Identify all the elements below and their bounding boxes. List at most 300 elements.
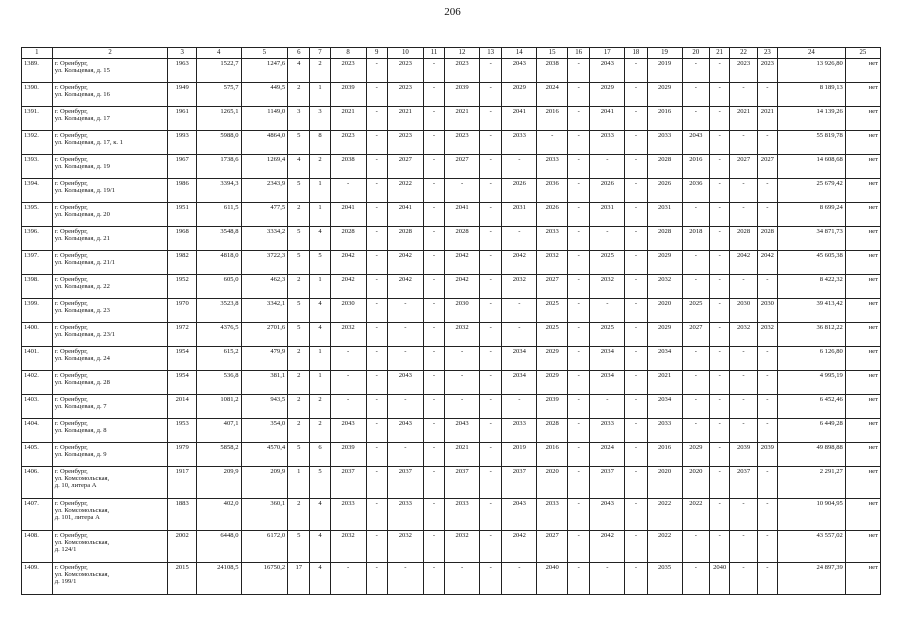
column-number-cell: 6: [288, 48, 310, 59]
value-cell: 2027: [730, 155, 758, 179]
value-cell: -: [568, 347, 590, 371]
value-cell: -: [480, 563, 502, 595]
value-cell: 1247,6: [241, 59, 288, 83]
table-row: [22, 499, 881, 531]
value-cell: 3722,3: [241, 251, 288, 275]
value-cell: 615,2: [196, 347, 241, 371]
address-cell: г. Оренбург, ул. Кольцевая, д. 21: [52, 227, 168, 251]
value-cell: -: [366, 251, 387, 275]
value-cell: -: [730, 371, 758, 395]
value-cell: 5: [288, 299, 310, 323]
value-cell: 2032: [330, 323, 366, 347]
value-cell: 2016: [647, 107, 682, 131]
value-cell: 2036: [537, 179, 568, 203]
value-cell: -: [366, 203, 387, 227]
value-cell: 2028: [730, 227, 758, 251]
value-cell: 381,1: [241, 371, 288, 395]
value-cell: 2040: [537, 563, 568, 595]
flag-cell: нет: [845, 299, 880, 323]
value-cell: -: [568, 299, 590, 323]
column-number-cell: 10: [387, 48, 423, 59]
value-cell: 2029: [502, 83, 537, 107]
address-cell: г. Оренбург, ул. Кольцевая, д. 16: [52, 83, 168, 107]
value-cell: -: [710, 251, 730, 275]
table-row: [22, 275, 881, 299]
value-cell: 2027: [757, 155, 777, 179]
value-cell: 2031: [647, 203, 682, 227]
value-cell: 49 898,88: [777, 443, 845, 467]
value-cell: 1883: [168, 499, 197, 531]
flag-cell: нет: [845, 203, 880, 227]
value-cell: 477,5: [241, 203, 288, 227]
value-cell: 2029: [647, 251, 682, 275]
value-cell: 2038: [537, 59, 568, 83]
value-cell: 2016: [537, 443, 568, 467]
column-number-cell: 21: [710, 48, 730, 59]
value-cell: 6448,0: [196, 531, 241, 563]
value-cell: -: [568, 371, 590, 395]
value-cell: 2043: [590, 499, 625, 531]
address-cell: г. Оренбург, ул. Кольцевая, д. 22: [52, 275, 168, 299]
value-cell: 2043: [502, 59, 537, 83]
value-cell: 2: [310, 395, 330, 419]
value-cell: -: [625, 107, 647, 131]
value-cell: 2032: [647, 275, 682, 299]
address-cell: г. Оренбург, ул. Кольцевая, д. 19/1: [52, 179, 168, 203]
value-cell: 2037: [730, 467, 758, 499]
value-cell: 2027: [387, 155, 423, 179]
value-cell: 2: [288, 395, 310, 419]
value-cell: 4: [288, 155, 310, 179]
value-cell: -: [366, 275, 387, 299]
value-cell: 2027: [445, 155, 480, 179]
value-cell: -: [366, 419, 387, 443]
value-cell: 2043: [445, 419, 480, 443]
address-cell: г. Оренбург, ул. Кольцевая, д. 15: [52, 59, 168, 83]
value-cell: 2034: [502, 371, 537, 395]
value-cell: 34 871,73: [777, 227, 845, 251]
value-cell: -: [710, 531, 730, 563]
value-cell: 2026: [647, 179, 682, 203]
flag-cell: нет: [845, 371, 880, 395]
value-cell: 5: [288, 531, 310, 563]
value-cell: 2026: [502, 179, 537, 203]
value-cell: 1982: [168, 251, 197, 275]
value-cell: -: [682, 419, 710, 443]
value-cell: 6 452,46: [777, 395, 845, 419]
flag-cell: нет: [845, 323, 880, 347]
value-cell: 449,5: [241, 83, 288, 107]
value-cell: 2037: [590, 467, 625, 499]
value-cell: 2: [288, 275, 310, 299]
value-cell: 1968: [168, 227, 197, 251]
value-cell: 2042: [757, 251, 777, 275]
address-cell: г. Оренбург, ул. Комсомольская, д. 101, литера А: [52, 499, 168, 531]
value-cell: 2022: [647, 531, 682, 563]
value-cell: -: [445, 563, 480, 595]
flag-cell: нет: [845, 275, 880, 299]
value-cell: -: [480, 251, 502, 275]
value-cell: -: [757, 499, 777, 531]
value-cell: 2027: [537, 275, 568, 299]
value-cell: -: [387, 443, 423, 467]
value-cell: 1: [310, 347, 330, 371]
value-cell: 3342,1: [241, 299, 288, 323]
row-number-cell: 1392.: [22, 131, 53, 155]
table-row: [22, 443, 881, 467]
value-cell: -: [757, 83, 777, 107]
flag-cell: нет: [845, 227, 880, 251]
value-cell: -: [710, 275, 730, 299]
row-number-cell: 1395.: [22, 203, 53, 227]
value-cell: 2023: [387, 131, 423, 155]
value-cell: 5: [310, 467, 330, 499]
value-cell: -: [682, 251, 710, 275]
value-cell: -: [480, 467, 502, 499]
value-cell: -: [366, 155, 387, 179]
value-cell: -: [757, 347, 777, 371]
value-cell: -: [330, 395, 366, 419]
value-cell: -: [730, 395, 758, 419]
value-cell: -: [682, 347, 710, 371]
value-cell: -: [625, 275, 647, 299]
value-cell: 2028: [647, 155, 682, 179]
value-cell: 4: [310, 299, 330, 323]
value-cell: 943,5: [241, 395, 288, 419]
value-cell: 2033: [647, 419, 682, 443]
value-cell: -: [423, 563, 444, 595]
value-cell: -: [366, 179, 387, 203]
value-cell: 5: [288, 131, 310, 155]
value-cell: 2022: [647, 499, 682, 531]
value-cell: 2018: [682, 227, 710, 251]
value-cell: 2021: [445, 443, 480, 467]
value-cell: 1: [288, 467, 310, 499]
value-cell: -: [568, 443, 590, 467]
value-cell: -: [480, 59, 502, 83]
address-cell: г. Оренбург, ул. Комсомольская, д. 199/1: [52, 563, 168, 595]
value-cell: -: [625, 227, 647, 251]
value-cell: 2043: [682, 131, 710, 155]
value-cell: 2025: [590, 251, 625, 275]
address-cell: г. Оренбург, ул. Кольцевая, д. 17, к. 1: [52, 131, 168, 155]
value-cell: -: [387, 563, 423, 595]
value-cell: 8 699,24: [777, 203, 845, 227]
column-number-cell: 15: [537, 48, 568, 59]
value-cell: 2028: [330, 227, 366, 251]
value-cell: 8 189,13: [777, 83, 845, 107]
value-cell: 1: [310, 83, 330, 107]
value-cell: -: [568, 131, 590, 155]
value-cell: 575,7: [196, 83, 241, 107]
table-row: [22, 155, 881, 179]
value-cell: 2023: [445, 131, 480, 155]
value-cell: 4: [310, 499, 330, 531]
column-number-cell: 23: [757, 48, 777, 59]
value-cell: -: [625, 251, 647, 275]
flag-cell: нет: [845, 131, 880, 155]
value-cell: 2028: [647, 227, 682, 251]
value-cell: 2023: [757, 59, 777, 83]
value-cell: -: [590, 155, 625, 179]
flag-cell: нет: [845, 395, 880, 419]
value-cell: -: [366, 563, 387, 595]
value-cell: -: [423, 531, 444, 563]
value-cell: 2034: [590, 371, 625, 395]
value-cell: 1: [310, 179, 330, 203]
value-cell: 2043: [387, 371, 423, 395]
value-cell: 1979: [168, 443, 197, 467]
value-cell: 2025: [537, 323, 568, 347]
value-cell: 3: [288, 107, 310, 131]
value-cell: 24 897,39: [777, 563, 845, 595]
value-cell: 4: [310, 531, 330, 563]
address-cell: г. Оренбург, ул. Кольцевая, д. 28: [52, 371, 168, 395]
value-cell: -: [330, 347, 366, 371]
value-cell: 5: [288, 251, 310, 275]
value-cell: -: [480, 531, 502, 563]
value-cell: -: [480, 499, 502, 531]
value-cell: 4: [310, 563, 330, 595]
value-cell: -: [366, 299, 387, 323]
value-cell: 2034: [502, 347, 537, 371]
value-cell: -: [423, 59, 444, 83]
value-cell: 2032: [445, 323, 480, 347]
value-cell: -: [330, 371, 366, 395]
value-cell: -: [423, 467, 444, 499]
value-cell: -: [480, 323, 502, 347]
value-cell: 2024: [537, 83, 568, 107]
value-cell: 2020: [647, 299, 682, 323]
value-cell: 2031: [502, 203, 537, 227]
value-cell: 17: [288, 563, 310, 595]
value-cell: -: [330, 563, 366, 595]
value-cell: 462,3: [241, 275, 288, 299]
value-cell: 360,1: [241, 499, 288, 531]
row-number-cell: 1393.: [22, 155, 53, 179]
value-cell: 2033: [537, 499, 568, 531]
table-row: [22, 563, 881, 595]
value-cell: -: [625, 347, 647, 371]
value-cell: 2020: [682, 467, 710, 499]
flag-cell: нет: [845, 443, 880, 467]
value-cell: 1522,7: [196, 59, 241, 83]
value-cell: -: [568, 179, 590, 203]
value-cell: 3: [310, 107, 330, 131]
value-cell: 5: [288, 323, 310, 347]
value-cell: 2033: [445, 499, 480, 531]
value-cell: 1970: [168, 299, 197, 323]
column-number-cell: 11: [423, 48, 444, 59]
table-row: [22, 203, 881, 227]
value-cell: 2020: [647, 467, 682, 499]
value-cell: -: [710, 131, 730, 155]
value-cell: -: [625, 467, 647, 499]
value-cell: -: [710, 395, 730, 419]
value-cell: 10 904,95: [777, 499, 845, 531]
value-cell: 2023: [330, 131, 366, 155]
value-cell: 39 413,42: [777, 299, 845, 323]
value-cell: -: [480, 419, 502, 443]
value-cell: -: [710, 155, 730, 179]
value-cell: -: [502, 227, 537, 251]
flag-cell: нет: [845, 531, 880, 563]
value-cell: -: [423, 83, 444, 107]
value-cell: -: [625, 131, 647, 155]
value-cell: 605,0: [196, 275, 241, 299]
value-cell: -: [480, 155, 502, 179]
value-cell: 2042: [387, 251, 423, 275]
value-cell: 5988,0: [196, 131, 241, 155]
address-cell: г. Оренбург, ул. Комсомольская, д. 10, литера А: [52, 467, 168, 499]
value-cell: -: [710, 83, 730, 107]
value-cell: 2042: [502, 531, 537, 563]
value-cell: 55 819,78: [777, 131, 845, 155]
value-cell: 2701,6: [241, 323, 288, 347]
value-cell: 1149,0: [241, 107, 288, 131]
row-number-cell: 1402.: [22, 371, 53, 395]
value-cell: 2020: [537, 467, 568, 499]
value-cell: 2: [288, 203, 310, 227]
value-cell: 1963: [168, 59, 197, 83]
value-cell: 8 422,32: [777, 275, 845, 299]
value-cell: -: [480, 371, 502, 395]
value-cell: 2042: [445, 275, 480, 299]
value-cell: 8: [310, 131, 330, 155]
value-cell: 6 449,28: [777, 419, 845, 443]
value-cell: -: [366, 347, 387, 371]
value-cell: -: [625, 531, 647, 563]
flag-cell: нет: [845, 179, 880, 203]
value-cell: -: [423, 251, 444, 275]
value-cell: -: [445, 395, 480, 419]
value-cell: 24108,5: [196, 563, 241, 595]
value-cell: 2037: [387, 467, 423, 499]
value-cell: 2027: [682, 323, 710, 347]
table-row: [22, 227, 881, 251]
value-cell: -: [387, 347, 423, 371]
value-cell: -: [730, 275, 758, 299]
flag-cell: нет: [845, 499, 880, 531]
address-cell: г. Оренбург, ул. Кольцевая, д. 7: [52, 395, 168, 419]
value-cell: 6 126,80: [777, 347, 845, 371]
value-cell: -: [480, 275, 502, 299]
value-cell: -: [625, 499, 647, 531]
value-cell: 1972: [168, 323, 197, 347]
value-cell: 2029: [682, 443, 710, 467]
value-cell: -: [730, 83, 758, 107]
row-number-cell: 1403.: [22, 395, 53, 419]
value-cell: -: [423, 395, 444, 419]
value-cell: -: [710, 227, 730, 251]
flag-cell: нет: [845, 467, 880, 499]
value-cell: -: [568, 323, 590, 347]
value-cell: 1951: [168, 203, 197, 227]
value-cell: -: [730, 499, 758, 531]
value-cell: -: [502, 563, 537, 595]
value-cell: 2033: [647, 131, 682, 155]
value-cell: -: [625, 59, 647, 83]
value-cell: 2023: [387, 59, 423, 83]
value-cell: 1738,6: [196, 155, 241, 179]
value-cell: -: [330, 179, 366, 203]
table-row: [22, 59, 881, 83]
value-cell: 2033: [502, 419, 537, 443]
value-cell: 2041: [387, 203, 423, 227]
value-cell: 2023: [330, 59, 366, 83]
value-cell: 2022: [387, 179, 423, 203]
column-number-cell: 16: [568, 48, 590, 59]
value-cell: 3334,2: [241, 227, 288, 251]
value-cell: 4570,4: [241, 443, 288, 467]
value-cell: 2016: [647, 443, 682, 467]
column-number-cell: 4: [196, 48, 241, 59]
value-cell: 1961: [168, 107, 197, 131]
value-cell: -: [757, 419, 777, 443]
page-number: 206: [444, 6, 461, 18]
value-cell: 13 926,80: [777, 59, 845, 83]
value-cell: 36 812,22: [777, 323, 845, 347]
table-row: [22, 395, 881, 419]
value-cell: 2041: [502, 107, 537, 131]
capital-repair-table: [21, 47, 881, 595]
row-number-cell: 1399.: [22, 299, 53, 323]
address-cell: г. Оренбург, ул. Кольцевая, д. 20: [52, 203, 168, 227]
value-cell: 536,8: [196, 371, 241, 395]
table-row: [22, 83, 881, 107]
value-cell: 2: [310, 419, 330, 443]
value-cell: 3548,8: [196, 227, 241, 251]
value-cell: -: [568, 227, 590, 251]
value-cell: -: [568, 83, 590, 107]
address-cell: г. Оренбург, ул. Комсомольская, д. 124/1: [52, 531, 168, 563]
value-cell: -: [366, 467, 387, 499]
value-cell: 2033: [590, 419, 625, 443]
value-cell: -: [730, 179, 758, 203]
value-cell: -: [730, 347, 758, 371]
value-cell: 2038: [330, 155, 366, 179]
value-cell: -: [480, 203, 502, 227]
value-cell: 2043: [330, 419, 366, 443]
value-cell: 2031: [590, 203, 625, 227]
table-row: [22, 467, 881, 499]
value-cell: 2019: [647, 59, 682, 83]
value-cell: -: [568, 275, 590, 299]
value-cell: -: [730, 531, 758, 563]
value-cell: -: [682, 59, 710, 83]
value-cell: 2022: [682, 499, 710, 531]
value-cell: -: [757, 395, 777, 419]
value-cell: 16750,2: [241, 563, 288, 595]
table-row: [22, 419, 881, 443]
table-row: [22, 131, 881, 155]
value-cell: -: [590, 227, 625, 251]
value-cell: 611,5: [196, 203, 241, 227]
value-cell: 2032: [537, 251, 568, 275]
value-cell: 2042: [330, 275, 366, 299]
row-number-cell: 1408.: [22, 531, 53, 563]
value-cell: -: [423, 203, 444, 227]
flag-cell: нет: [845, 83, 880, 107]
column-number-cell: 14: [502, 48, 537, 59]
value-cell: 2343,9: [241, 179, 288, 203]
value-cell: 1952: [168, 275, 197, 299]
value-cell: 45 605,38: [777, 251, 845, 275]
value-cell: -: [445, 347, 480, 371]
value-cell: 14 139,26: [777, 107, 845, 131]
value-cell: 2033: [330, 499, 366, 531]
value-cell: 2042: [387, 275, 423, 299]
